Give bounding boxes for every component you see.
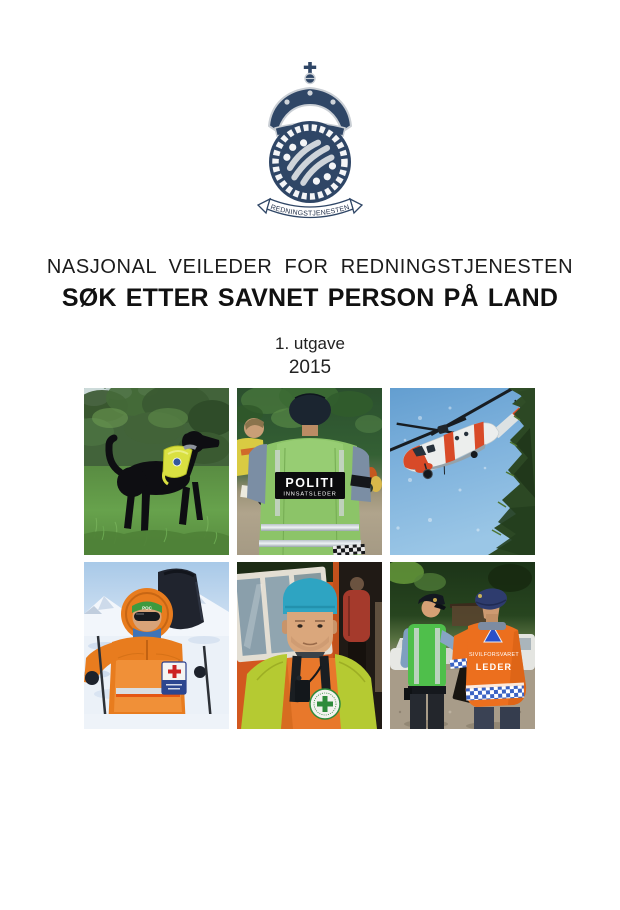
edition-label: 1. utgave <box>275 334 345 353</box>
vest-text-leder: LEDER <box>475 662 513 672</box>
edition-block <box>0 334 620 379</box>
photo-red-cross-skier <box>84 562 229 729</box>
headband-text: POC <box>142 605 152 611</box>
rescue-service-emblem <box>255 62 365 224</box>
vest-text-innsatsleder: INNSATSLEDER <box>283 491 337 498</box>
banner-text: REDNINGSTJENESTEN <box>269 203 351 218</box>
title-line2: SØK ETTER SAVNET PERSON PÅ LAND <box>61 284 559 312</box>
red-cross-badge <box>162 662 186 694</box>
photo-rescue-helicopter <box>390 388 535 555</box>
vest-text-sivilforsvaret: SIVILFORSVARET <box>469 652 519 658</box>
photo-police-incident-commander <box>237 388 382 555</box>
photo-grid <box>84 388 535 729</box>
title-line1: NASJONAL VEILEDER FOR REDNINGSTJENESTEN <box>46 256 574 278</box>
vest-text-politi: POLITI <box>285 476 335 490</box>
photo-civil-defence-leader <box>390 562 535 729</box>
title-block <box>0 256 620 313</box>
green-cross-logo <box>310 689 340 719</box>
photo-search-dog <box>84 388 229 555</box>
emblem-circle <box>269 121 351 203</box>
year-label: 2015 <box>288 357 332 378</box>
rescue-service-emblem-icon <box>255 62 365 224</box>
police-vest-panel <box>275 472 345 499</box>
photo-rescue-volunteer <box>237 562 382 729</box>
